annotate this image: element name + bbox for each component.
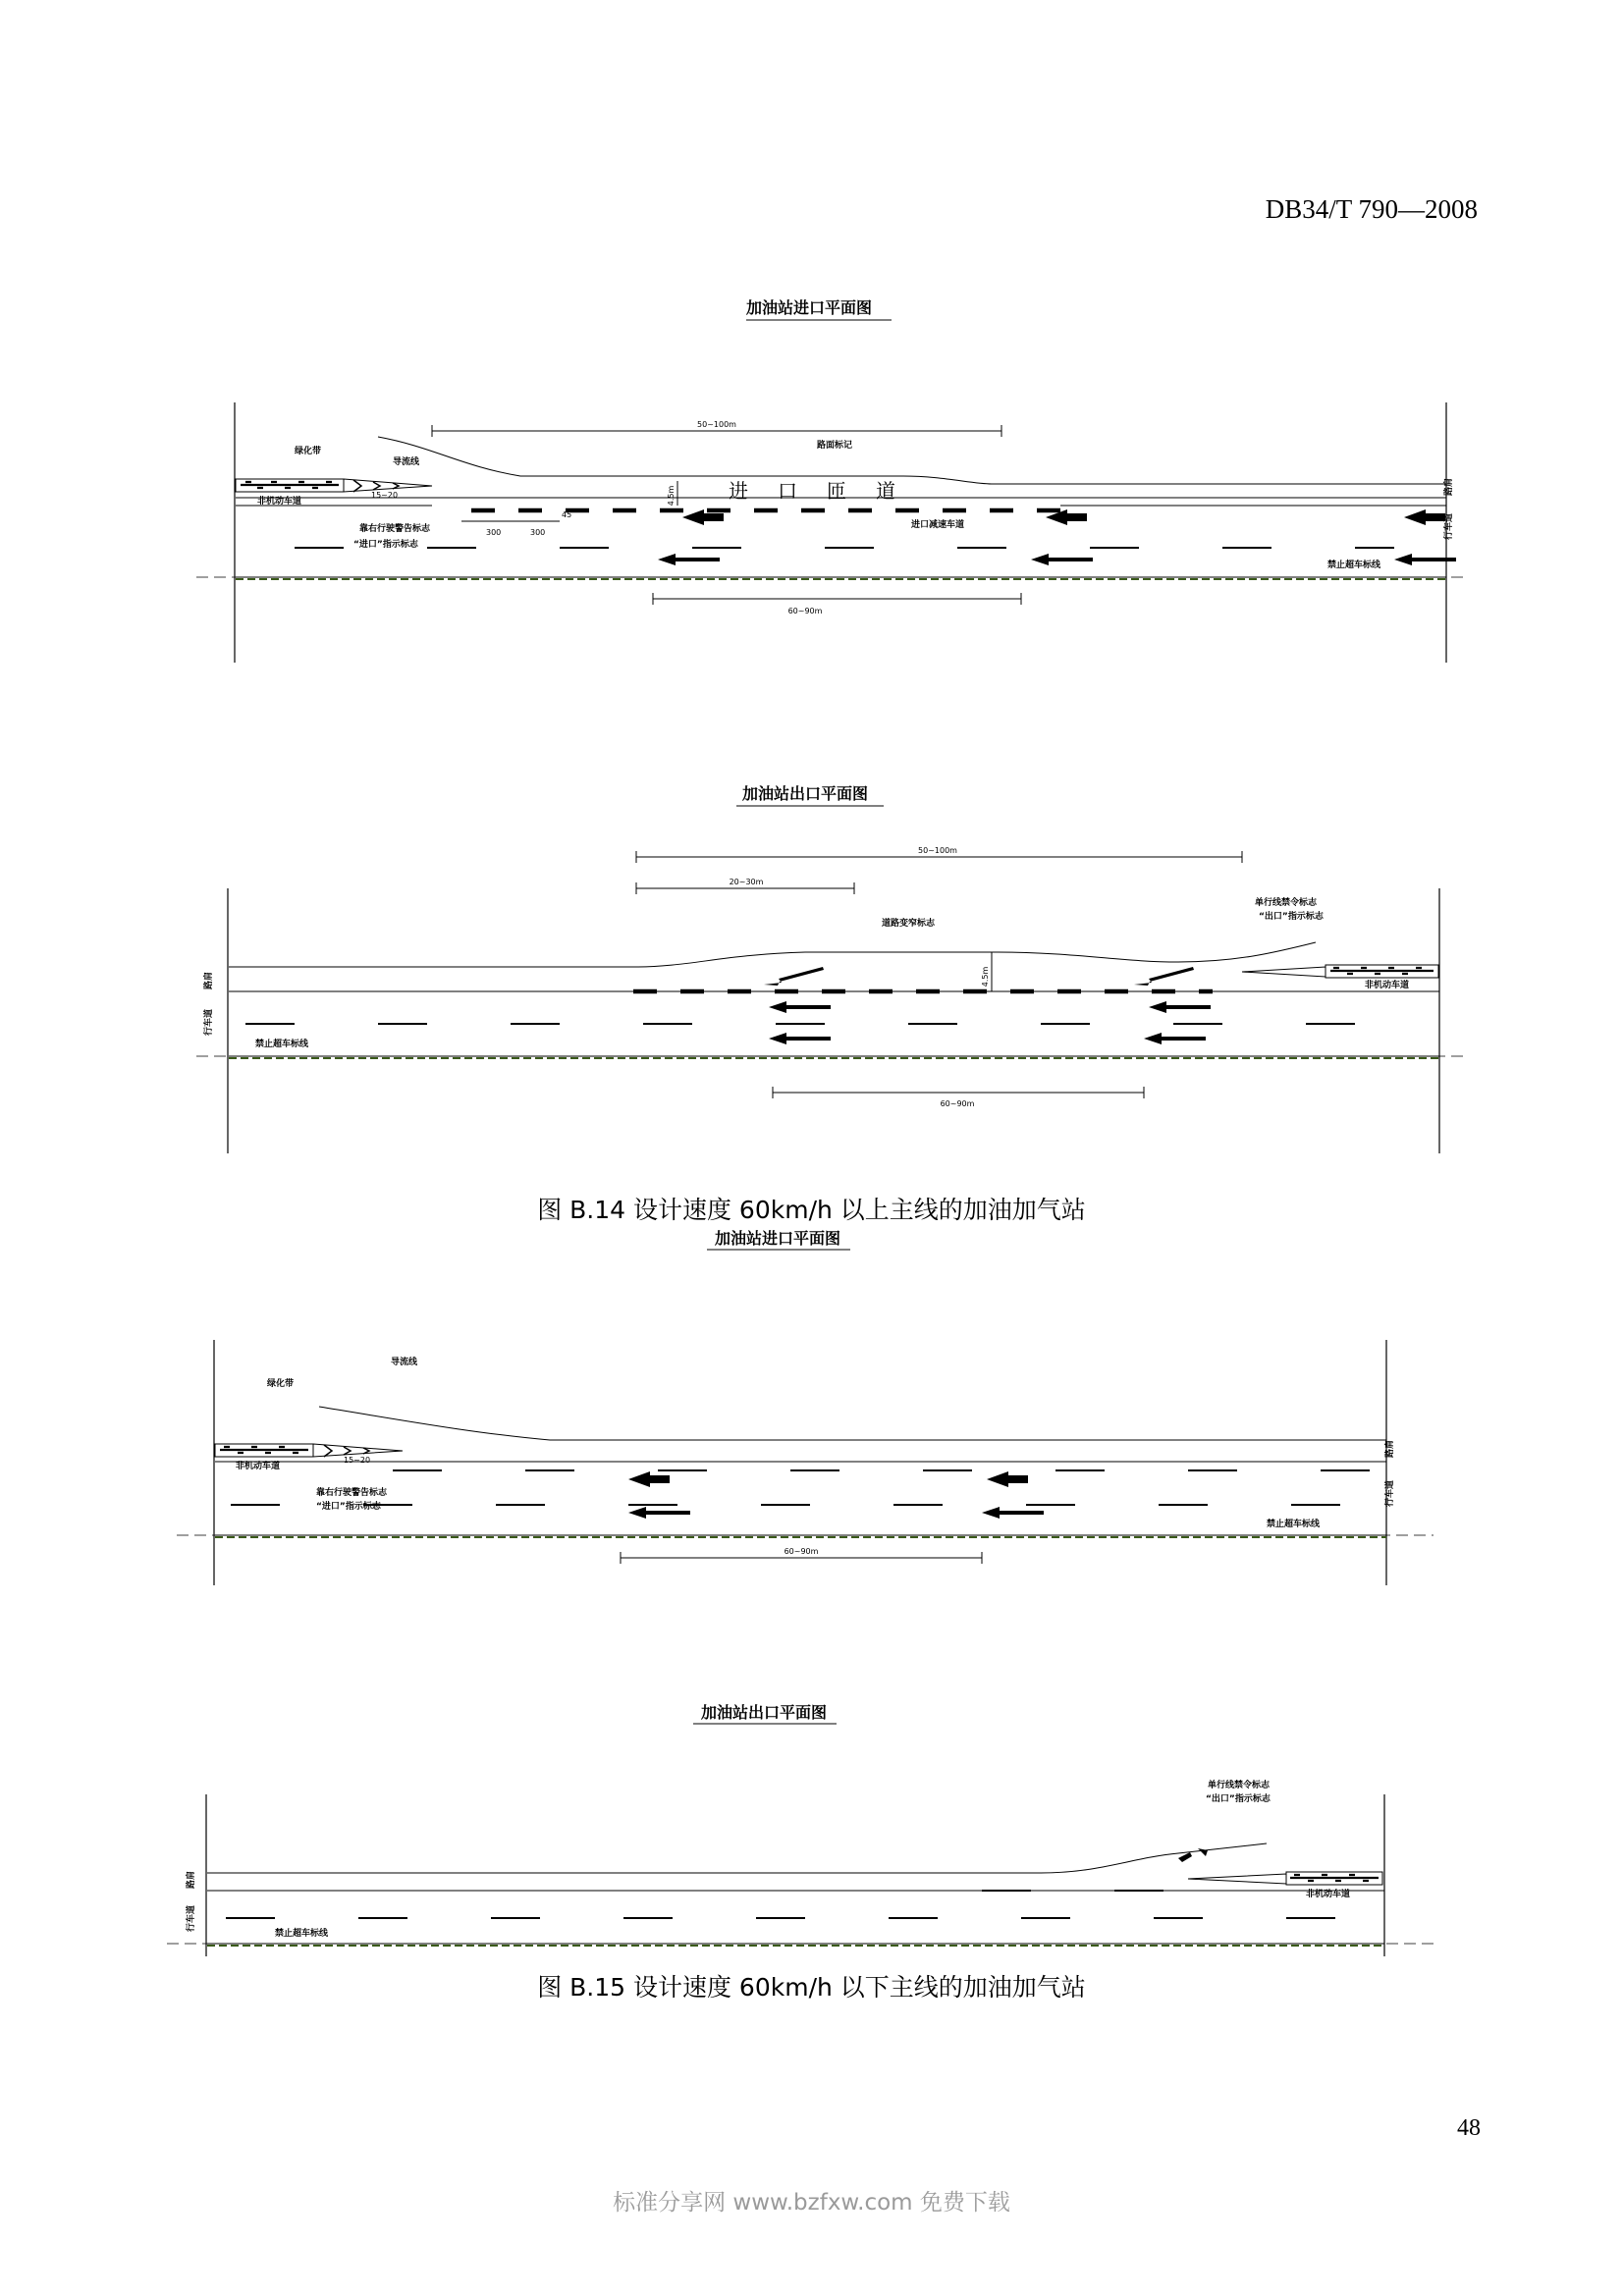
label-side-b: 行车道 bbox=[204, 1008, 214, 1036]
label-no-overtake: 禁止超车标线 bbox=[275, 1929, 329, 1939]
dim-45: 45 bbox=[562, 510, 572, 519]
caption-b14: 图 B.14 设计速度 60km/h 以上主线的加油加气站 bbox=[537, 1196, 1086, 1224]
label-one-way: 单行线禁令标志 bbox=[1255, 898, 1318, 908]
page-number: 48 bbox=[1457, 2115, 1481, 2141]
document-number: DB34/T 790—2008 bbox=[1265, 194, 1478, 224]
label-no-overtake: 禁止超车标线 bbox=[1327, 561, 1381, 570]
label-guide-line: 导流线 bbox=[393, 457, 420, 467]
dim-15-20: 15~20 bbox=[371, 491, 399, 500]
dim-4-5: 4.5m bbox=[667, 485, 676, 507]
label-side-a: 路肩 bbox=[1444, 477, 1454, 496]
guide-line-hatch bbox=[1188, 1874, 1286, 1884]
guide-line-hatch bbox=[1242, 967, 1325, 977]
drawing-exit-high-speed-svg bbox=[0, 775, 1623, 1168]
drawing-entry-high-speed bbox=[0, 290, 1623, 672]
dim-60-90: 60~90m bbox=[784, 1547, 819, 1556]
drawing-exit-low-speed bbox=[0, 1696, 1623, 1961]
label-side-b: 行车道 bbox=[187, 1904, 196, 1932]
label-nonmotor-lane: 非机动车道 bbox=[1365, 981, 1410, 990]
road-surface-text: 进口匝道 bbox=[729, 479, 925, 503]
footer-watermark: 标准分享网 www.bzfxw.com 免费下载 bbox=[613, 2190, 1010, 2216]
dim-300a: 300 bbox=[486, 528, 502, 537]
label-surface-mark: 路面标记 bbox=[817, 441, 853, 451]
dim-60-90: 60~90m bbox=[787, 607, 823, 615]
caption-b15: 图 B.15 设计速度 60km/h 以下主线的加油加气站 bbox=[537, 1973, 1086, 2002]
label-entry-sign: “进口”指示标志 bbox=[353, 540, 418, 550]
dim-50-100: 50~100m bbox=[918, 846, 957, 855]
drawing-title: 加油站出口平面图 bbox=[741, 784, 869, 803]
label-side-a: 路肩 bbox=[204, 971, 214, 989]
label-guide-line: 导流线 bbox=[391, 1358, 418, 1367]
drawing-title: 加油站出口平面图 bbox=[700, 1703, 828, 1722]
label-side-a: 路肩 bbox=[1385, 1439, 1395, 1458]
label-no-overtake: 禁止超车标线 bbox=[1267, 1520, 1321, 1529]
dim-300b: 300 bbox=[530, 528, 546, 537]
drawing-entry-low-speed bbox=[0, 1222, 1623, 1595]
label-nonmotor-lane: 非机动车道 bbox=[257, 497, 302, 507]
dim-60-90: 60~90m bbox=[940, 1099, 975, 1108]
label-lane-change: 道路变窄标志 bbox=[882, 919, 936, 929]
drawing-title: 加油站进口平面图 bbox=[714, 1229, 841, 1248]
label-one-way: 单行线禁令标志 bbox=[1208, 1781, 1271, 1790]
drawing-entry-low-speed-svg bbox=[0, 1222, 1623, 1595]
drawing-exit-low-speed-svg bbox=[0, 1696, 1623, 1961]
label-side-b: 行车道 bbox=[1444, 512, 1454, 540]
drawing-entry-high-speed-svg bbox=[0, 290, 1623, 672]
drawing-title: 加油站进口平面图 bbox=[745, 298, 873, 317]
label-nonmotor-lane: 非机动车道 bbox=[1306, 1890, 1351, 1899]
dim-20-30: 20~30m bbox=[729, 878, 764, 886]
dim-15-20: 15~20 bbox=[344, 1456, 371, 1465]
label-keep-right: 靠右行驶警告标志 bbox=[359, 524, 431, 534]
dim-50-100: 50~100m bbox=[697, 420, 736, 429]
label-exit-sign: “出口”指示标志 bbox=[1259, 912, 1324, 922]
label-no-overtake: 禁止超车标线 bbox=[255, 1040, 309, 1049]
label-keep-right: 靠右行驶警告标志 bbox=[316, 1488, 388, 1498]
label-side-b: 行车道 bbox=[1385, 1479, 1395, 1507]
label-side-a: 路肩 bbox=[187, 1870, 196, 1889]
label-greenbelt: 绿化带 bbox=[295, 447, 322, 456]
drawing-exit-high-speed bbox=[0, 775, 1623, 1168]
label-exit-sign: “出口”指示标志 bbox=[1206, 1794, 1271, 1804]
dim-4-5: 4.5m bbox=[981, 966, 990, 988]
label-nonmotor-lane: 非机动车道 bbox=[236, 1462, 281, 1471]
label-greenbelt: 绿化带 bbox=[267, 1379, 295, 1389]
label-decel-lane: 进口减速车道 bbox=[911, 520, 965, 530]
label-entry-sign: “进口”指示标志 bbox=[316, 1502, 381, 1512]
